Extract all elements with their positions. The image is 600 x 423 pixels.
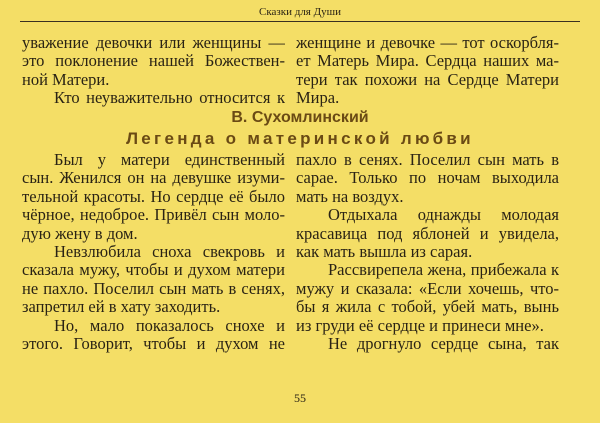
story-right-column — [296, 151, 559, 353]
text-line: мужу и сказала: «Если хочешь, что- — [296, 279, 559, 298]
text-line: запретил ей в хату заходить. — [22, 298, 221, 317]
text-line: Не дрогнуло сердце сына, так — [328, 334, 559, 353]
running-header: Сказки для Души — [20, 3, 580, 22]
text-line: женщине и девочке — тот оскорбля- — [296, 34, 559, 52]
text-line: этого. Говорит, чтобы и духом не — [22, 334, 285, 353]
story-title: Легенда о материнской любви — [126, 129, 474, 148]
text-line: уважение девочки или женщины — — [22, 34, 285, 52]
text-line: чёрное, недоброе. Привёл сын моло- — [22, 206, 285, 225]
text-line: ет Матерь Мира. Сердца наших ма- — [296, 52, 559, 71]
text-line: не пахло. Поселил сын мать в сенях, — [22, 279, 285, 298]
page-number: 55 — [294, 391, 306, 405]
intro-right-column — [296, 34, 559, 108]
text-line: тельной красоты. Но сердце её было — [22, 187, 285, 206]
text-line: из груди её сердце и принеси мне». — [296, 316, 544, 335]
text-line: мать на воздух. — [296, 187, 404, 206]
text-line: сказала мужу, чтобы и духом матери — [22, 261, 285, 280]
text-line: бы я жила с тобой, убей мать, вынь — [296, 298, 559, 317]
text-line: как мать вышла из сарая. — [296, 242, 473, 261]
text-line: ной Матери. — [22, 70, 110, 89]
intro-left-column — [22, 34, 285, 108]
text-line: Был у матери единственный — [54, 151, 285, 169]
text-line: Рассвирепела жена, прибежала к — [328, 261, 559, 280]
text-line: пахло в сенях. Поселил сын мать в — [296, 151, 559, 169]
text-line: это поклонение нашей Божествен- — [22, 52, 285, 71]
text-line: Мира. — [296, 89, 340, 108]
text-line: красавица под яблоней и увидела, — [296, 224, 559, 243]
text-line: сын. Женился он на девушке изуми- — [22, 169, 285, 188]
text-line: сарае. Только по ночам выходила — [296, 169, 559, 188]
text-line: дую жену в дом. — [22, 224, 138, 243]
story-author: В. Сухомлинский — [231, 109, 369, 126]
story-left-column — [22, 151, 285, 353]
text-line: Невзлюбила сноха свекровь и — [54, 242, 285, 261]
text-line: Кто неуважительно относится к — [54, 89, 285, 108]
text-line: тери так похожи на Сердце Матери — [296, 70, 559, 89]
text-line: Отдыхала однажды молодая — [328, 206, 559, 225]
text-line: Но, мало показалось снохе и — [54, 316, 285, 335]
